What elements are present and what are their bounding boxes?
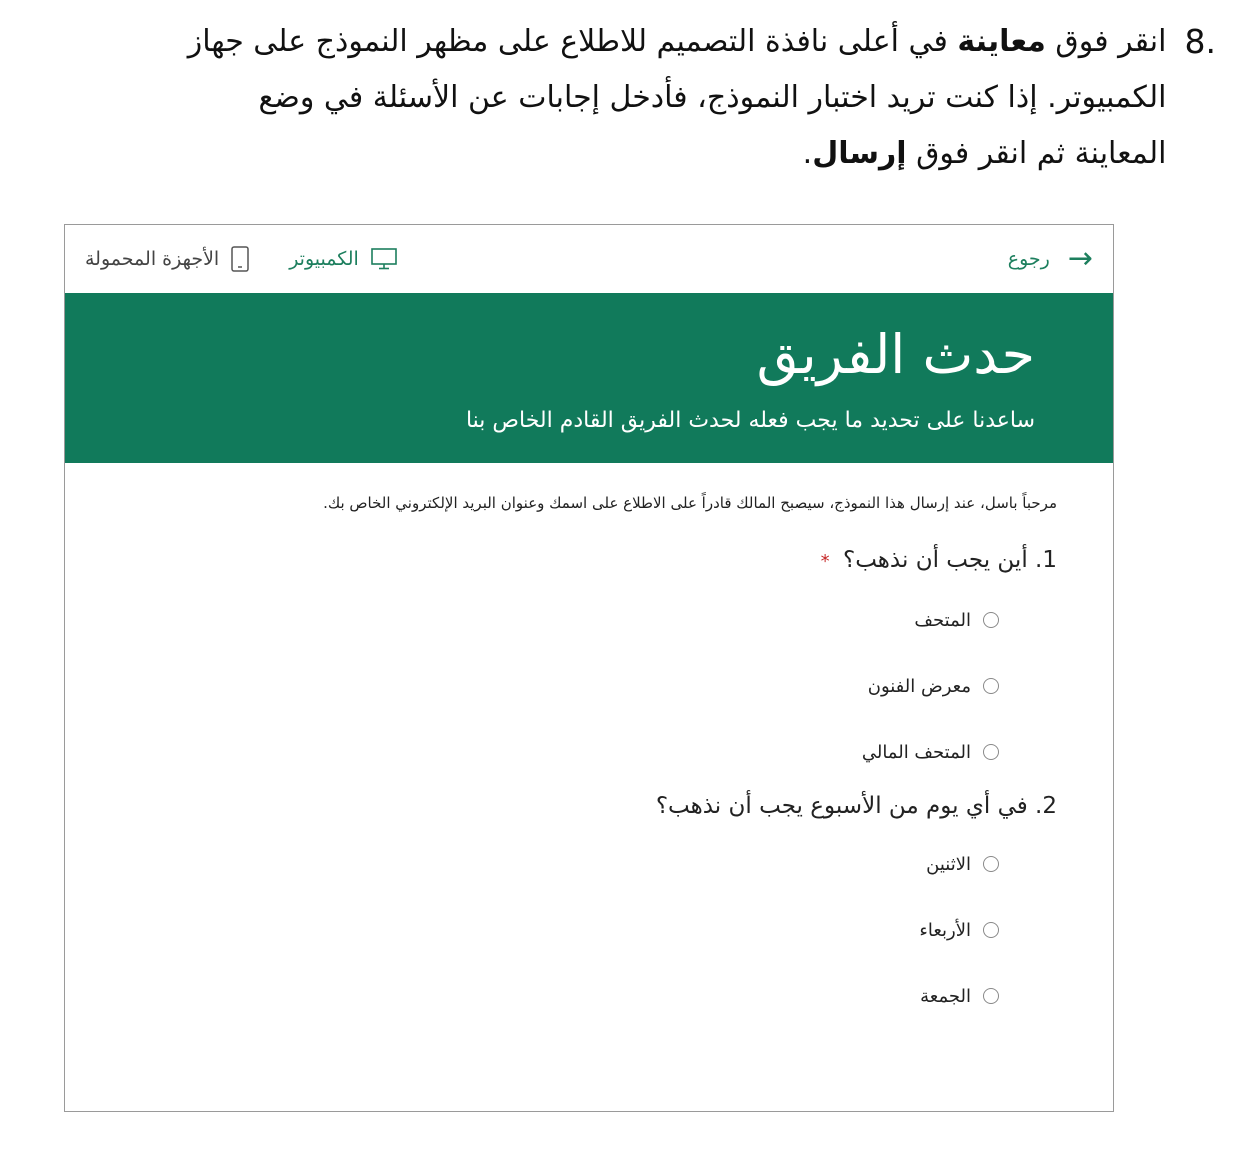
phone-icon (231, 246, 249, 272)
radio-button[interactable] (983, 856, 999, 872)
monitor-icon (371, 248, 397, 270)
radio-button[interactable] (983, 988, 999, 1004)
question-2-option-3[interactable] (105, 963, 999, 1029)
option-label: الجمعة (920, 985, 971, 1007)
step-bold-submit: إرسال (812, 136, 907, 171)
question-1-title (105, 543, 1057, 579)
back-label: رجوع (1007, 248, 1050, 270)
radio-button[interactable] (983, 744, 999, 760)
option-label: معرض الفنون (867, 675, 971, 697)
mobile-label: الأجهزة المحمولة (85, 248, 220, 270)
question-1-text: 1. أين يجب أن نذهب؟ (842, 547, 1057, 573)
option-label: الأربعاء (919, 919, 971, 941)
form-body (65, 491, 1113, 1029)
step-text-part-3: . (802, 136, 813, 171)
device-switcher (85, 246, 397, 272)
form-intro: مرحباً باسل، عند إرسال هذا النموذج، سيصبح المالك قادراً على الاطلاع على اسمك وعنوان البريد الإلكتروني الخاص بك. (323, 494, 1057, 512)
step-number: .8 (1184, 22, 1216, 61)
step-text-part-1: انقر فوق (1045, 24, 1167, 59)
radio-button[interactable] (983, 678, 999, 694)
preview-toolbar (65, 225, 1113, 293)
question-2-option-1[interactable] (105, 831, 999, 897)
preview-window (64, 224, 1114, 1112)
option-label: المتحف المالي (861, 741, 971, 763)
question-2-title (105, 789, 1057, 823)
step-text (177, 14, 1167, 182)
question-1-option-3[interactable] (105, 719, 999, 785)
question-2-text: 2. في أي يوم من الأسبوع يجب أن نذهب؟ (655, 793, 1057, 819)
instruction-step (116, 14, 1216, 182)
mobile-view-button[interactable] (85, 246, 249, 272)
question-1-option-2[interactable] (105, 653, 999, 719)
step-text-part-2: في أعلى نافذة التصميم للاطلاع على مظهر النموذج على جهاز الكمبيوتر. إذا كنت تريد اختبار النموذج، فأدخل إجابات عن الأسئلة في وضع المعاينة ثم انقر فوق (187, 24, 1167, 171)
radio-button[interactable] (983, 922, 999, 938)
form-title: حدث الفريق (756, 323, 1035, 386)
step-bold-preview: معاينة (957, 24, 1046, 59)
radio-button[interactable] (983, 612, 999, 628)
option-label: المتحف (914, 609, 971, 631)
question-1-option-1[interactable] (105, 587, 999, 653)
computer-label: الكمبيوتر (289, 248, 359, 270)
back-button[interactable] (1007, 241, 1093, 276)
option-label: الاثنين (926, 853, 971, 875)
form-header-banner (65, 293, 1113, 463)
required-mark: * (820, 551, 830, 572)
arrow-icon: → (1067, 241, 1093, 276)
form-subtitle: ساعدنا على تحديد ما يجب فعله لحدث الفريق القادم الخاص بنا (465, 408, 1035, 433)
computer-view-button[interactable] (289, 248, 397, 270)
question-2-option-2[interactable] (105, 897, 999, 963)
